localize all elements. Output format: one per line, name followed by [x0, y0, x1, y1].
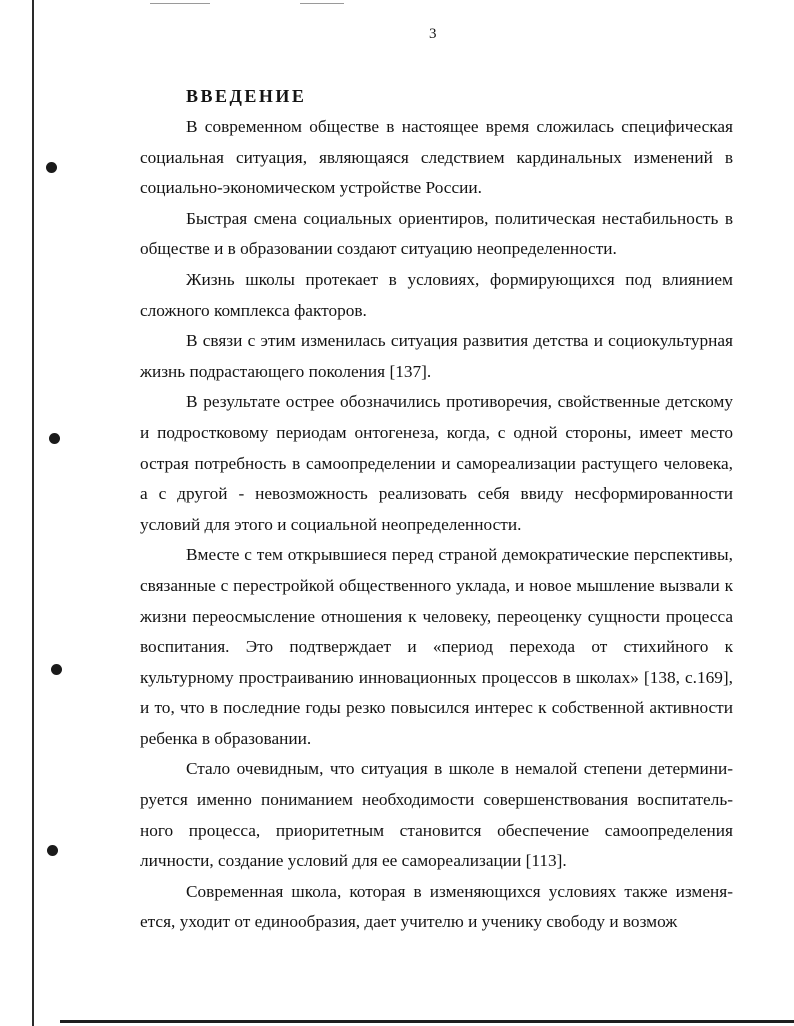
page-number: 3	[429, 26, 437, 42]
section-heading: ВВЕДЕНИЕ	[186, 86, 307, 106]
paragraph: Вместе с тем открывшиеся перед страной демократические перспективы, связанные с перестройкой общественного уклада, и новое мышление вызвали к жизни переосмысление отношения к человеку, переоценку сущности процесса воспитания. Это подтверждает и «период перехода от стихийного к культурному простраиванию инновационных процессов в школах» [138, с.169], и то, что в последние годы резко повысился интерес к собственной активности ребенка в образовании.	[140, 545, 733, 748]
binding-hole	[51, 664, 62, 675]
paragraph: В связи с этим изменилась ситуация развития детства и социокультурная жизнь подрастающего поколения [137].	[140, 331, 733, 381]
scan-top-mark	[300, 3, 344, 4]
binding-hole	[46, 162, 57, 173]
paragraph: В современном обществе в настоящее время сложилась специфическая социальная ситуация, являющаяся следствием кардинальных изменений в социально-экономическом устройстве России.	[140, 117, 733, 198]
paragraph: Современная школа, которая в изменяющихся условиях также изменяется, уходит от единообразия, дает учителю и ученику свободу и возмож	[140, 881, 733, 932]
binding-hole	[49, 433, 60, 444]
document-body	[140, 80, 733, 938]
binding-hole	[47, 845, 58, 856]
scan-bottom-edge	[60, 1020, 794, 1023]
paragraph: Быстрая смена социальных ориентиров, политическая нестабильность в обществе и в образовании создают ситуацию неопределенности.	[140, 208, 733, 259]
scan-top-mark	[150, 3, 210, 4]
paragraph: Стало очевидным, что ситуация в школе в немалой степени детерминируется именно пониманием необходимости совершенствования воспитательного процесса, приоритетным становится обеспечение самоопределения личности, создание условий для ее самореализации [113].	[140, 759, 733, 871]
scan-left-edge	[32, 0, 34, 1026]
paragraph: Жизнь школы протекает в условиях, формирующихся под влиянием сложного комплекса факторов.	[140, 269, 733, 320]
paragraph: В результате острее обозначились противоречия, свойственные детскому и подростковому периодам онтогенеза, когда, с одной стороны, имеет место острая потребность в самоопределении и самореализации растущего человека, а с другой - невозможность реализовать себя ввиду несформированности условий для этого и социальной неопределенности.	[140, 392, 733, 534]
